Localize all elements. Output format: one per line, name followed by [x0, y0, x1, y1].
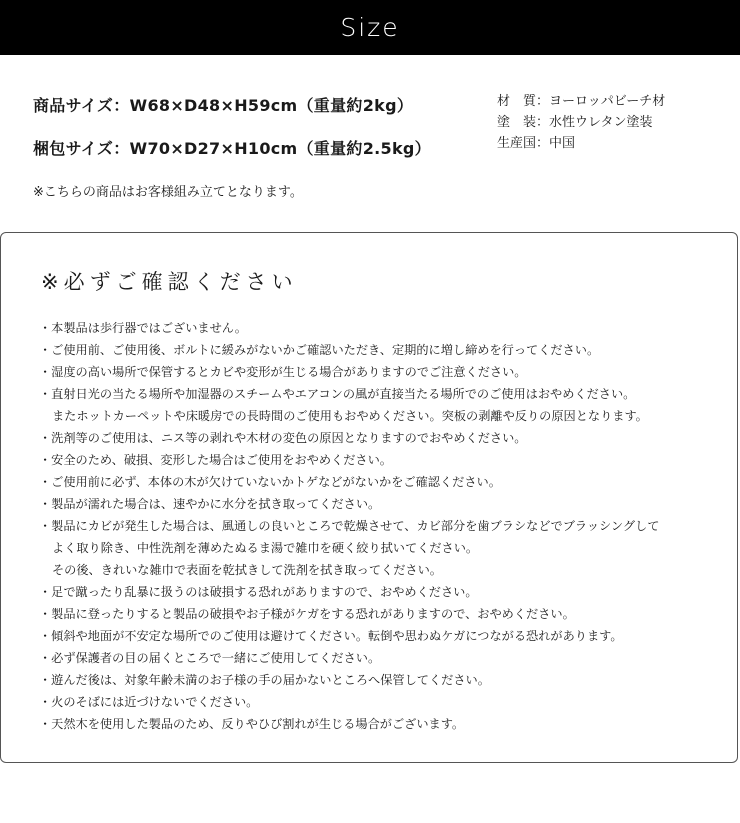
- notice-item: ・火のそばには近づけないでください。: [39, 695, 259, 709]
- finish-line: 塗 装：水性ウレタン塗装: [497, 115, 653, 130]
- notice-item-continuation: よく取り除き、中性洗剤を薄めたぬるま湯で雑巾を硬く絞り拭いてください。: [52, 541, 479, 555]
- notice-item-continuation: またホットカーペットや床暖房での長時間のご使用もおやめください。突板の剥離や反りの原因となります。: [52, 409, 648, 423]
- notice-item: ・湿度の高い場所で保管するとカビや変形が生じる場合がありますのでご注意ください。: [39, 365, 527, 379]
- notice-item: ・製品が濡れた場合は、速やかに水分を拭き取ってください。: [39, 497, 381, 511]
- material-specs: [497, 91, 665, 154]
- notice-item: ・遊んだ後は、対象年齢未満のお子様の手の届かないところへ保管してください。: [39, 673, 490, 687]
- assembly-note: ※こちらの商品はお客様組み立てとなります。: [33, 185, 303, 200]
- notice-item: ・製品にカビが発生した場合は、風通しの良いところで乾燥させて、カビ部分を歯ブラシなどでブラッシングして: [39, 519, 660, 533]
- notice-item: ・製品に登ったりすると製品の破損やお子様がケガをする恐れがありますので、おやめください。: [39, 607, 575, 621]
- notice-item: ・本製品は歩行器ではございません。: [39, 321, 247, 335]
- header-title: Size: [340, 13, 400, 42]
- notice-title: ※必ずご確認ください: [41, 270, 298, 294]
- material-line: 材 質：ヨーロッパビーチ材: [497, 94, 666, 109]
- notice-item: ・ご使用前に必ず、本体の木が欠けていないかトゲなどがないかをご確認ください。: [39, 475, 501, 489]
- notice-item: ・直射日光の当たる場所や加湿器のスチームやエアコンの風が直接当たる場所でのご使用はおやめください。: [39, 387, 636, 401]
- notice-list: [39, 317, 659, 735]
- notice-item: ・足で蹴ったり乱暴に扱うのは破損する恐れがありますので、おやめください。: [39, 585, 478, 599]
- notice-box: [0, 232, 738, 763]
- notice-item-continuation: その後、きれいな雑巾で表面を乾拭きして洗剤を拭き取ってください。: [52, 563, 442, 577]
- origin-line: 生産国：中国: [497, 136, 576, 151]
- notice-item: ・必ず保護者の目の届くところで一緒にご使用してください。: [39, 651, 381, 665]
- notice-item: ・天然木を使用した製品のため、反りやひび割れが生じる場合がございます。: [39, 717, 465, 731]
- product-size: 商品サイズ：W68×D48×H59cm（重量約2kg）: [33, 96, 414, 115]
- notice-item: ・安全のため、破損、変形した場合はご使用をおやめください。: [39, 453, 392, 467]
- package-size: 梱包サイズ：W70×D27×H10cm（重量約2.5kg）: [33, 139, 431, 158]
- size-header-bar: [0, 0, 740, 55]
- notice-item: ・洗剤等のご使用は、ニス等の剥れや木材の変色の原因となりますのでおやめください。: [39, 431, 527, 445]
- notice-item: ・傾斜や地面が不安定な場所でのご使用は避けてください。転倒や思わぬケガにつながる恐れがあります。: [39, 629, 623, 643]
- notice-item: ・ご使用前、ご使用後、ボルトに緩みがないかご確認いただき、定期的に増し締めを行ってください。: [39, 343, 600, 357]
